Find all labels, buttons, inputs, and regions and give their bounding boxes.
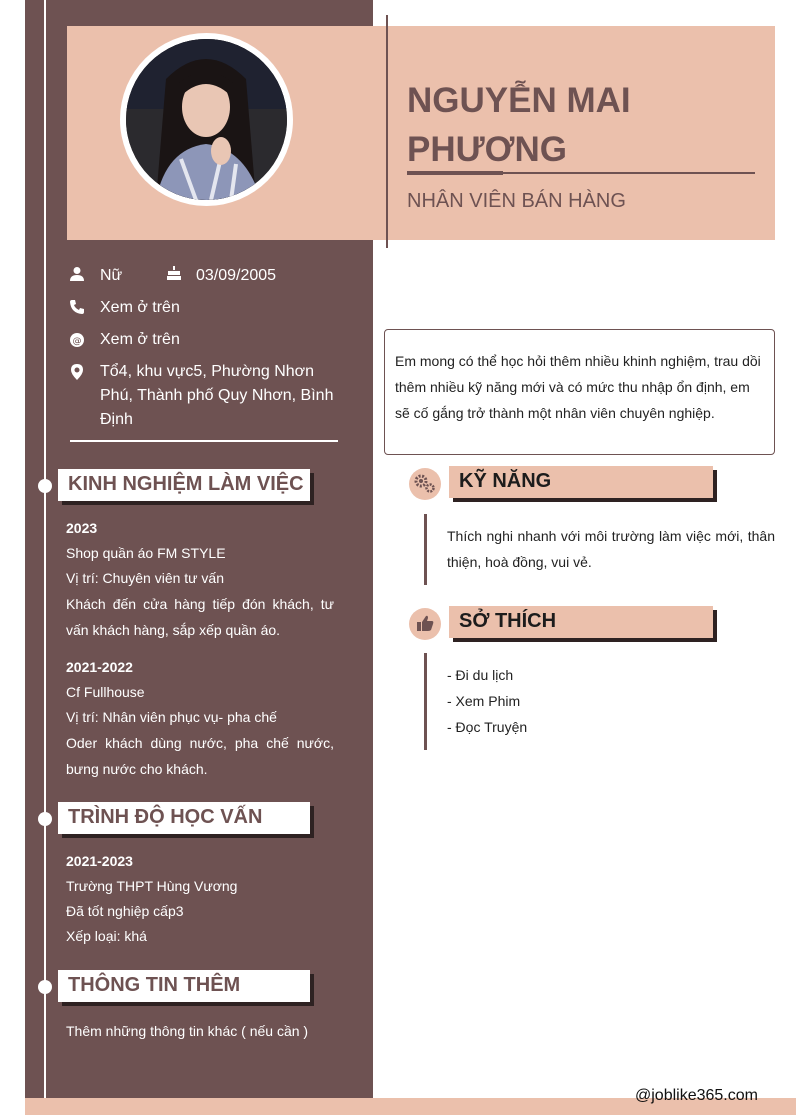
timeline-line [44, 0, 46, 1115]
hobby-item: - Đi du lịch [447, 667, 514, 683]
education-header [58, 802, 310, 834]
email-icon [69, 332, 85, 348]
name-underline [407, 172, 755, 174]
email-value: Xem ở trên [100, 331, 180, 348]
experience-period: 2021-2022 [66, 659, 133, 675]
contact-divider [70, 440, 338, 442]
timeline-dot [38, 479, 52, 493]
skills-text: Thích nghi nhanh với môi trường làm việc mới, thân thiện, hoà đồng, vui vẻ. [447, 528, 775, 570]
experience-item [66, 655, 334, 782]
thumbs-up-icon [409, 608, 441, 640]
education-status: Đã tốt nghiệp cấp3 [66, 903, 184, 919]
hobby-item: - Xem Phim [447, 693, 521, 709]
timeline-dot [38, 980, 52, 994]
avatar-photo [126, 39, 287, 200]
job-title: NHÂN VIÊN BÁN HÀNG [407, 190, 626, 212]
experience-header [58, 469, 310, 501]
education-item [66, 849, 334, 949]
avatar [120, 33, 293, 206]
full-name: NGUYỄN MAI PHƯƠNG [407, 81, 631, 169]
experience-description: Oder khách dùng nước, pha chế nước, bưng nước cho khách. [66, 735, 334, 777]
cake-icon [166, 265, 182, 281]
additional-header [58, 970, 310, 1002]
education-school: Trường THPT Hùng Vương [66, 878, 238, 894]
experience-description: Khách đến cửa hàng tiếp đón khách, tư vấn khách hàng, sắp xếp quần áo. [66, 596, 334, 638]
phone-icon [69, 299, 85, 315]
career-objective: Em mong có thể học hỏi thêm nhiều khinh nghiệm, trau dồi thêm nhiều kỹ năng mới và có mức thu nhập ổn định, em sẽ cố gắng trở thành một nhân viên chuyên nghiệp. [384, 329, 775, 455]
svg-text:@: @ [72, 336, 82, 347]
hobby-item: - Đọc Truyện [447, 719, 528, 735]
experience-item [66, 516, 334, 643]
hobbies-header [449, 606, 713, 638]
section-title: SỞ THÍCH [459, 610, 557, 632]
hobbies-bar [424, 653, 427, 750]
section-title: TRÌNH ĐỘ HỌC VẤN [68, 806, 263, 828]
address-value: Tổ4, khu vực5, Phường Nhơn Phú, Thành phố Quy Nhơn, Bình Định [100, 363, 334, 428]
skills-bar [424, 514, 427, 585]
additional-text: Thêm những thông tin khác ( nếu cần ) [66, 1023, 309, 1039]
user-icon [69, 266, 85, 282]
education-period: 2021-2023 [66, 853, 133, 869]
header-divider [386, 15, 388, 248]
section-title: KỸ NĂNG [459, 470, 552, 492]
skills-icon-badge [409, 468, 441, 500]
experience-position: Vị trí: Chuyên viên tư vấn [66, 570, 224, 586]
gender-value: Nữ [100, 267, 123, 284]
gears-icon [409, 468, 441, 500]
skills-header [449, 466, 713, 498]
section-title: KINH NGHIỆM LÀM VIỆC [68, 473, 304, 495]
phone-value: Xem ở trên [100, 299, 180, 316]
timeline-dot [38, 812, 52, 826]
birthday-value: 03/09/2005 [196, 267, 277, 284]
experience-position: Vị trí: Nhân viên phục vụ- pha chế [66, 709, 277, 725]
experience-company: Cf Fullhouse [66, 684, 145, 700]
section-title: THÔNG TIN THÊM [68, 974, 241, 996]
experience-period: 2023 [66, 520, 98, 536]
hobbies-list [447, 662, 775, 740]
education-grade: Xếp loại: khá [66, 928, 147, 944]
footer-link[interactable]: @joblike365.com [635, 1087, 758, 1104]
hobbies-icon-badge [409, 608, 441, 640]
experience-company: Shop quần áo FM STYLE [66, 545, 226, 561]
location-icon [69, 363, 85, 381]
